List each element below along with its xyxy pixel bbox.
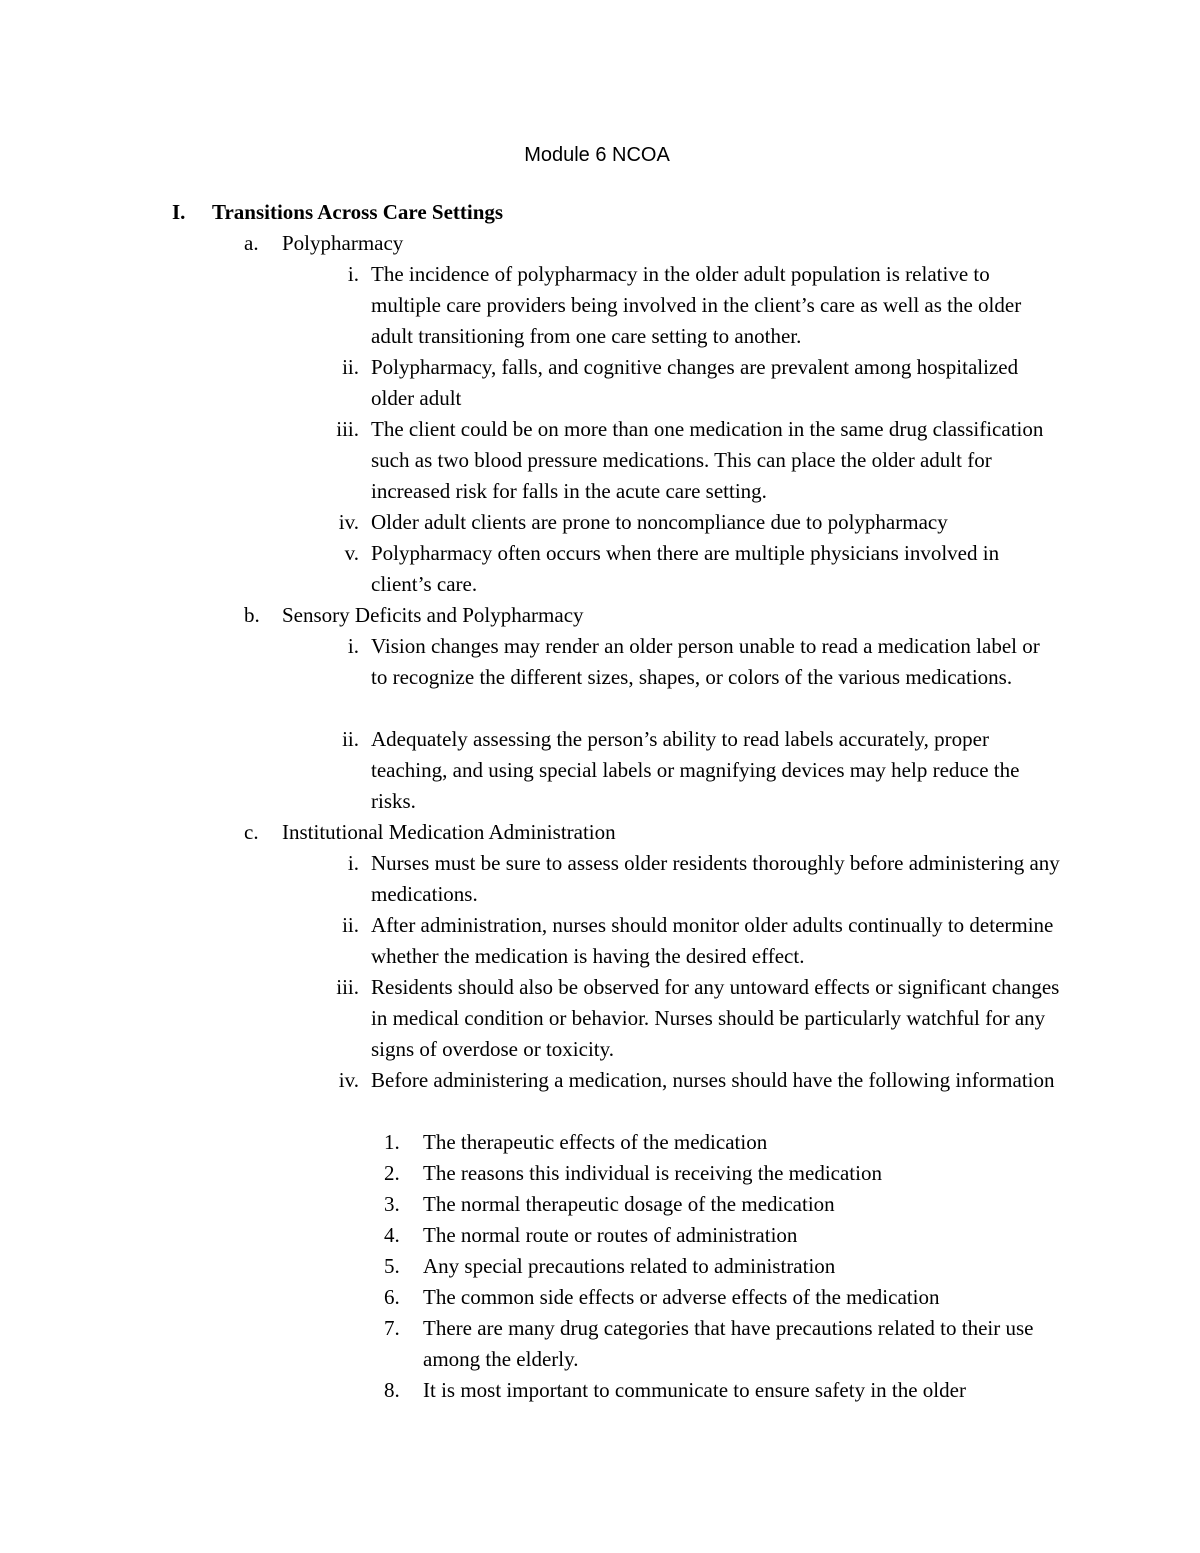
list-marker: b. — [244, 603, 260, 627]
list-item — [330, 538, 1061, 600]
subsection-label: Sensory Deficits and Polypharmacy — [282, 603, 584, 627]
list-item-text: Adequately assessing the person’s ability to read labels accurately, proper teaching, and using special labels or magnifying devices may help reduce the risks. — [371, 727, 1020, 813]
list-item-text: Polypharmacy, falls, and cognitive changes are prevalent among hospitalized older adult — [371, 355, 1019, 410]
list-marker: iv. — [338, 510, 359, 534]
numbered-item-text: There are many drug categories that have precautions related to their use among the elderly. — [423, 1316, 1034, 1371]
numbered-item — [384, 1375, 1063, 1406]
list-marker: 4. — [384, 1223, 400, 1247]
subsection-label: Institutional Medication Administration — [282, 820, 616, 844]
list-item-text: Older adult clients are prone to noncompliance due to polypharmacy — [371, 510, 948, 534]
list-marker: i. — [347, 634, 359, 658]
document-title: Module 6 NCOA — [524, 144, 670, 166]
list-item — [330, 724, 1061, 817]
numbered-item-text: The normal therapeutic dosage of the medication — [423, 1192, 835, 1216]
numbered-item — [384, 1282, 1063, 1313]
list-marker: iii. — [336, 417, 359, 441]
list-item — [330, 910, 1061, 972]
numbered-item-text: The common side effects or adverse effects of the medication — [423, 1285, 940, 1309]
section-marker: I. — [172, 200, 186, 224]
list-item-text: After administration, nurses should monitor older adults continually to determine whether the medication is having the desired effect. — [371, 913, 1054, 968]
list-marker: a. — [244, 231, 259, 255]
subsection-b — [244, 600, 584, 631]
numbered-item — [384, 1189, 1063, 1220]
list-marker: c. — [244, 820, 259, 844]
list-marker: iii. — [336, 975, 359, 999]
list-marker: 5. — [384, 1254, 400, 1278]
list-item — [330, 1065, 1061, 1096]
numbered-item-text: The reasons this individual is receiving the medication — [423, 1161, 882, 1185]
list-marker: 3. — [384, 1192, 400, 1216]
list-marker: iv. — [338, 1068, 359, 1092]
list-marker: ii. — [342, 727, 359, 751]
section-heading-text: Transitions Across Care Settings — [212, 200, 504, 224]
numbered-item-text: The normal route or routes of administration — [423, 1223, 798, 1247]
numbered-item — [384, 1220, 1063, 1251]
list-marker: ii. — [342, 913, 359, 937]
list-item-text: Residents should also be observed for any untoward effects or significant changes in medical condition or behavior. Nurses should be particularly watchful for any signs of overdose or toxicity. — [371, 975, 1060, 1061]
list-item — [330, 352, 1061, 414]
list-marker: i. — [347, 851, 359, 875]
list-marker: 2. — [384, 1161, 400, 1185]
subsection-label: Polypharmacy — [282, 231, 404, 255]
numbered-item-text: The therapeutic effects of the medication — [423, 1130, 768, 1154]
subsection-a — [244, 228, 403, 259]
numbered-item — [384, 1158, 1063, 1189]
numbered-item — [384, 1251, 1063, 1282]
list-item-text: Vision changes may render an older person unable to read a medication label or to recognize the different sizes, shapes, or colors of the various medications. — [371, 634, 1040, 689]
numbered-item-text: Any special precautions related to administration — [423, 1254, 836, 1278]
list-item — [330, 414, 1061, 507]
list-item-text: The incidence of polypharmacy in the older adult population is relative to multiple care providers being involved in the client’s care as well as the older adult transitioning from one care setting to another. — [371, 262, 1022, 348]
list-item-text: Polypharmacy often occurs when there are multiple physicians involved in client’s care. — [371, 541, 1000, 596]
list-item — [330, 507, 1061, 538]
list-marker: 1. — [384, 1130, 400, 1154]
numbered-item — [384, 1127, 1063, 1158]
numbered-item-text: It is most important to communicate to ensure safety in the older — [423, 1378, 966, 1402]
list-marker: 8. — [384, 1378, 400, 1402]
numbered-item — [384, 1313, 1063, 1375]
list-item — [330, 259, 1061, 352]
list-marker: 7. — [384, 1316, 400, 1340]
list-item — [330, 972, 1061, 1065]
list-marker: 6. — [384, 1285, 400, 1309]
section-heading — [172, 197, 503, 228]
list-item-text: Before administering a medication, nurses should have the following information — [371, 1068, 1055, 1092]
list-marker: i. — [347, 262, 359, 286]
list-item — [330, 848, 1061, 910]
list-item-text: Nurses must be sure to assess older residents thoroughly before administering any medications. — [371, 851, 1060, 906]
list-item — [330, 631, 1061, 693]
list-marker: ii. — [342, 355, 359, 379]
list-item-text: The client could be on more than one medication in the same drug classification such as two blood pressure medications. This can place the older adult for increased risk for falls in the acute care setting. — [371, 417, 1044, 503]
list-marker: v. — [344, 541, 359, 565]
subsection-c — [244, 817, 616, 848]
